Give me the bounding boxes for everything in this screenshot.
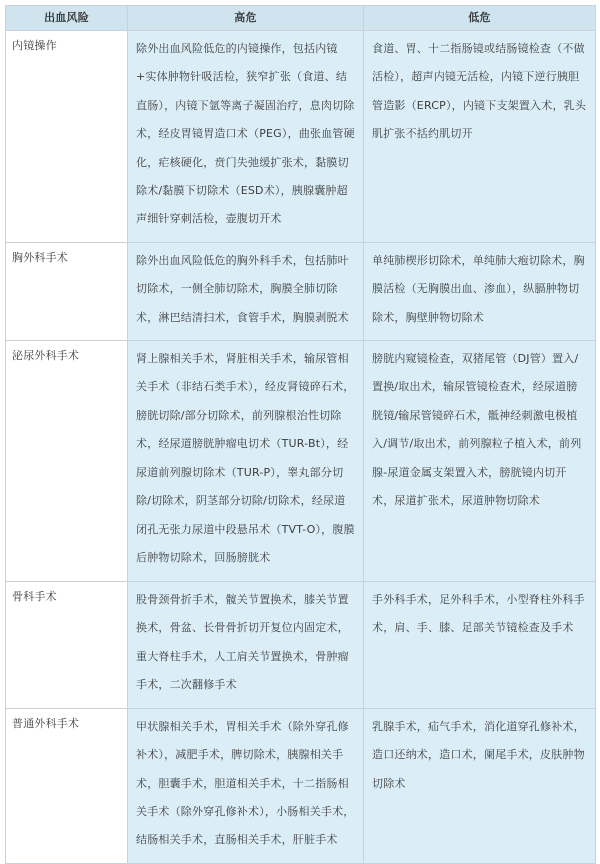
header-bleeding-risk: 出血风险 <box>6 6 128 31</box>
risk-category-cell: 普通外科手术 <box>6 708 128 863</box>
table-row <box>6 341 596 582</box>
risk-category-cell: 骨科手术 <box>6 582 128 709</box>
risk-category-cell: 胸外科手术 <box>6 242 128 340</box>
table-header-row <box>6 6 596 31</box>
high-risk-cell: 除外出血风险低危的内镜操作，包括内镜+实体肿物针吸活检，狭窄扩张（食道、结直肠），内镜下氩等离子凝固治疗，息肉切除术，经皮胃镜胃造口术（PEG），曲张血管硬化，疟核硬化，贲门失弛缓扩张术，黏膜切除术/黏膜下切除术（ESD术），胰腺囊肿超声细针穿刺活检，壶腹切开术 <box>128 31 364 243</box>
high-risk-cell: 股骨颈骨折手术，髋关节置换术，膝关节置换术，骨盆、长骨骨折切开复位内固定术，重大脊柱手术，人工肩关节置换术，骨肿瘤手术，二次翻修手术 <box>128 582 364 709</box>
low-risk-cell: 手外科手术，足外科手术，小型脊柱外科手术，肩、手、膝、足部关节镜检查及手术 <box>364 582 596 709</box>
table-row <box>6 31 596 243</box>
low-risk-cell: 乳腺手术，疝气手术，消化道穿孔修补术，造口还纳术，造口术，阑尾手术，皮肤肿物切除术 <box>364 708 596 863</box>
table-row <box>6 582 596 709</box>
table-row <box>6 242 596 340</box>
risk-category-cell: 泌尿外科手术 <box>6 341 128 582</box>
header-low-risk: 低危 <box>364 6 596 31</box>
header-high-risk: 高危 <box>128 6 364 31</box>
low-risk-cell: 食道、胃、十二指肠镜或结肠镜检查（不做活检），超声内镜无活检，内镜下逆行胰胆管造影（ERCP），内镜下支架置入术，乳头肌扩张不括约肌切开 <box>364 31 596 243</box>
risk-category-cell: 内镜操作 <box>6 31 128 243</box>
low-risk-cell: 膀胱内窥镜检查，双猪尾管（DJ管）置入/置换/取出术，输尿管镜检查术，经尿道膀胱镜/输尿管镜碎石术，骶神经刺激电极植入/调节/取出术，前列腺粒子植入术，前列腺-尿道金属支架置入术，膀胱镜内切开术，尿道扩张术，尿道肿物切除术 <box>364 341 596 582</box>
high-risk-cell: 肾上腺相关手术，肾脏相关手术，输尿管相关手术（非结石类手术），经皮肾镜碎石术，膀胱切除/部分切除术，前列腺根治性切除术，经尿道膀胱肿瘤电切术（TUR-Bt），经尿道前列腺切除术（TUR-P），睾丸部分切除/切除术，阴茎部分切除/切除术，经尿道闭孔无张力尿道中段悬吊术（TVT-O），腹膜后肿物切除术，回肠膀胱术 <box>128 341 364 582</box>
high-risk-cell: 甲状腺相关手术，胃相关手术（除外穿孔修补术），减肥手术，脾切除术，胰腺相关手术，胆囊手术，胆道相关手术，十二指肠相关手术（除外穿孔修补术），小肠相关手术，结肠相关手术，直肠相关手术，肝脏手术 <box>128 708 364 863</box>
bleeding-risk-table-container <box>5 5 595 864</box>
bleeding-risk-table <box>5 5 596 864</box>
low-risk-cell: 单纯肺楔形切除术，单纯肺大疱切除术，胸膜活检（无胸膜出血、渗血），纵膈肿物切除术，胸壁肿物切除术 <box>364 242 596 340</box>
table-row <box>6 708 596 863</box>
high-risk-cell: 除外出血风险低危的胸外科手术，包括肺叶切除术，一侧全肺切除术，胸膜全肺切除术，淋巴结清扫术，食管手术，胸膜剥脱术 <box>128 242 364 340</box>
